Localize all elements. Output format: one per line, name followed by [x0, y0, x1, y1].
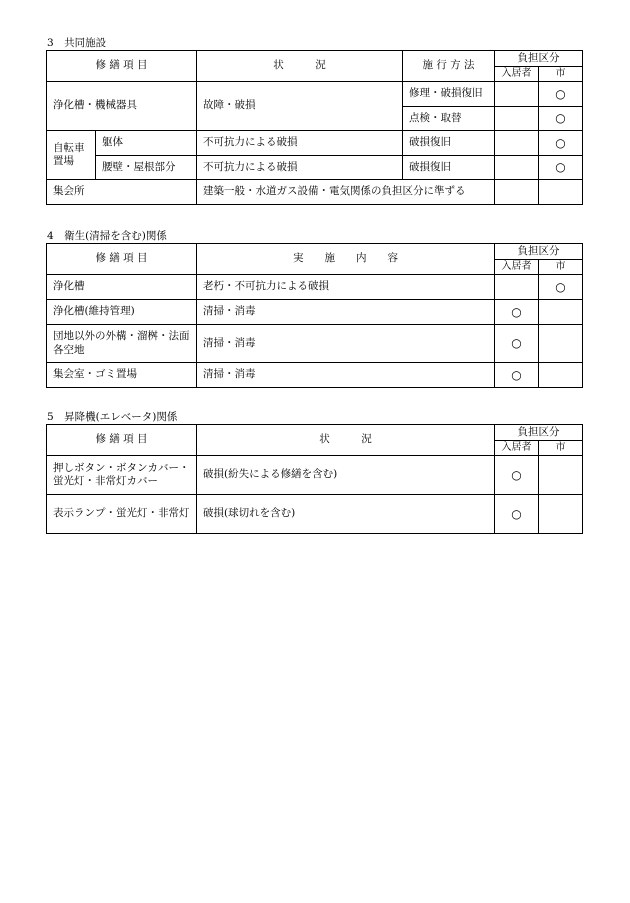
header-item: 修 繕 項 目 [47, 51, 197, 82]
jokaso-method-2: 点検・取替 [403, 107, 495, 131]
bike-group: 自転車置場 [47, 131, 96, 180]
header-burden: 負担区分 [495, 51, 583, 67]
header-content: 実 施 内 容 [197, 244, 495, 275]
row-item: 表示ランプ・蛍光灯・非常灯 [47, 495, 197, 534]
jokaso-item: 浄化槽・機械器具 [47, 82, 197, 131]
row-resident [495, 275, 539, 300]
section-3-table [46, 50, 583, 205]
row-city [539, 363, 583, 388]
row-item: 押しボタン・ボタンカバー・蛍光灯・非常灯カバー [47, 456, 197, 495]
section-4-title: 4 衛生(清掃を含む)関係 [47, 230, 167, 242]
row-resident: ○ [495, 495, 539, 534]
row-city [539, 495, 583, 534]
bike-status-2: 不可抗力による破損 [197, 156, 403, 180]
header-status: 状 況 [197, 51, 403, 82]
header-city: 市 [539, 441, 583, 456]
row-city [539, 300, 583, 325]
jokaso-method-1: 修理・破損復旧 [403, 82, 495, 107]
section-4-table [46, 243, 583, 388]
header-burden: 負担区分 [495, 425, 583, 441]
jokaso-city-2: ○ [539, 107, 583, 131]
header-resident: 入居者 [495, 67, 539, 82]
jokaso-status: 故障・破損 [197, 82, 403, 131]
row-city [539, 325, 583, 363]
row-content: 清掃・消毒 [197, 300, 495, 325]
jokaso-city-1: ○ [539, 82, 583, 107]
bike-city-1: ○ [539, 131, 583, 156]
bike-sub-2: 腰壁・屋根部分 [96, 156, 197, 180]
row-content: 老朽・不可抗力による破損 [197, 275, 495, 300]
row-item: 浄化槽 [47, 275, 197, 300]
table-row [47, 495, 583, 534]
row-item: 浄化槽(維持管理) [47, 300, 197, 325]
header-item: 修 繕 項 目 [47, 244, 197, 275]
table-row [47, 363, 583, 388]
section-5-title: 5 昇降機(エレベータ)関係 [47, 411, 178, 423]
hall-status: 建築一般・水道ガス設備・電気関係の負担区分に準ずる [197, 180, 495, 205]
bike-sub-1: 躯体 [96, 131, 197, 156]
section-5-table [46, 424, 583, 534]
table-row [47, 456, 583, 495]
section-3-title: 3 共同施設 [47, 37, 107, 49]
row-city: ○ [539, 275, 583, 300]
row-item: 集会室・ゴミ置場 [47, 363, 197, 388]
table-row [47, 325, 583, 363]
row-status: 破損(紛失による修繕を含む) [197, 456, 495, 495]
table-row [47, 300, 583, 325]
jokaso-resident-2 [495, 107, 539, 131]
row-city [539, 456, 583, 495]
bike-method-1: 破損復旧 [403, 131, 495, 156]
header-resident: 入居者 [495, 260, 539, 275]
hall-resident [495, 180, 539, 205]
table-row [47, 275, 583, 300]
row-content: 清掃・消毒 [197, 325, 495, 363]
header-city: 市 [539, 67, 583, 82]
row-resident: ○ [495, 325, 539, 363]
header-burden: 負担区分 [495, 244, 583, 260]
jokaso-resident-1 [495, 82, 539, 107]
header-resident: 入居者 [495, 441, 539, 456]
hall-item: 集会所 [47, 180, 197, 205]
row-item: 団地以外の外構・溜桝・法面各空地 [47, 325, 197, 363]
bike-resident-2 [495, 156, 539, 180]
header-city: 市 [539, 260, 583, 275]
row-status: 破損(球切れを含む) [197, 495, 495, 534]
bike-method-2: 破損復旧 [403, 156, 495, 180]
row-content: 清掃・消毒 [197, 363, 495, 388]
hall-city [539, 180, 583, 205]
header-status: 状 況 [197, 425, 495, 456]
row-resident: ○ [495, 300, 539, 325]
row-resident: ○ [495, 363, 539, 388]
bike-resident-1 [495, 131, 539, 156]
bike-status-1: 不可抗力による破損 [197, 131, 403, 156]
header-item: 修 繕 項 目 [47, 425, 197, 456]
row-resident: ○ [495, 456, 539, 495]
header-method: 施 行 方 法 [403, 51, 495, 82]
bike-city-2: ○ [539, 156, 583, 180]
